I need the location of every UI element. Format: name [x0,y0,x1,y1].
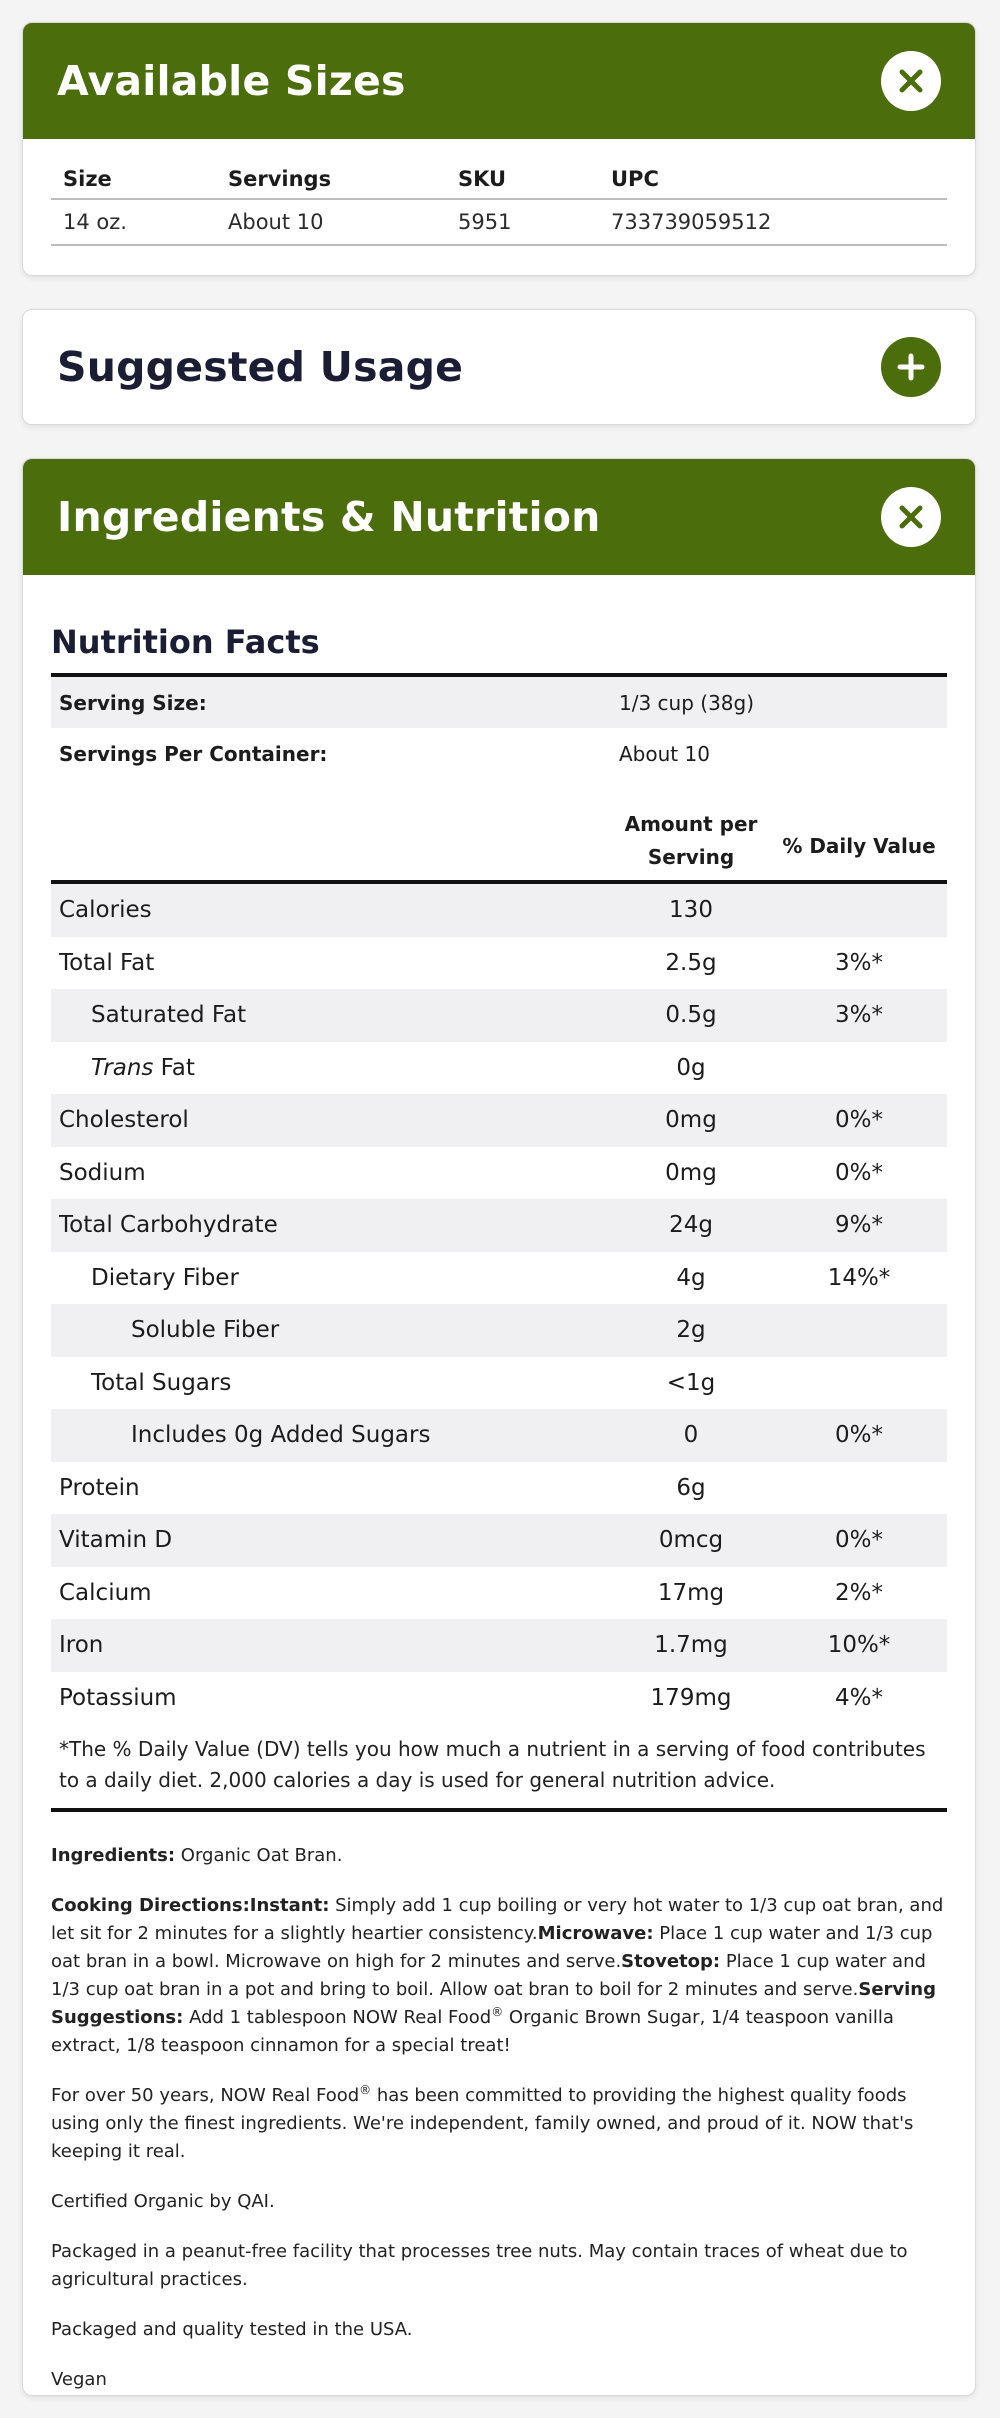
sizes-table [51,163,947,246]
nutrient-amount: 0g [676,1054,706,1081]
table-row [51,1304,947,1357]
nutrition-facts-panel [23,575,975,1812]
nutrient-amount: 0mcg [658,1527,724,1554]
nutrient-name: Dietary Fiber [91,1264,239,1291]
nutrient-amount: 24g [669,1212,713,1239]
brand-paragraph [51,2082,947,2166]
ingredients-nutrition-card [22,458,976,2396]
nutrient-name: Protein [59,1474,140,1501]
suggestions-text-2: Organic Brown Sugar, 1/4 teaspoon vanilla extract, 1/8 teaspoon cinnamon for a special treat! [51,2007,894,2056]
trans-italic: Trans [91,1054,154,1081]
servings-per-container-row [51,728,947,779]
table-row [51,1094,947,1147]
ingredients-label: Ingredients: [51,1845,176,1866]
nutrient-dv: 3%* [835,949,883,976]
nutrient-amount: 4g [676,1264,706,1291]
nutrient-amount: 1.7mg [654,1632,728,1659]
stovetop-label: Stovetop: [621,1951,721,1972]
serving-suggestions-label: Serving Suggestions: [51,1979,937,2028]
nutrient-amount: 0.5g [665,1002,717,1029]
daily-value-footnote: *The % Daily Value (DV) tells you how much a nutrient in a serving of food contributes to a daily diet. 2,000 calories a day is used for general nutrition advice. [51,1724,947,1812]
nutrient-amount: 130 [669,897,713,924]
packaged-paragraph: Packaged and quality tested in the USA. [51,2319,413,2340]
ingredients-text: Organic Oat Bran. [175,1845,343,1866]
nutrient-amount: 0 [683,1422,699,1449]
nutrient-dv: 4%* [835,1684,883,1711]
nutrient-name: Saturated Fat [91,1002,247,1029]
sizes-table-wrap [23,139,975,274]
nutrient-dv: 0%* [835,1422,883,1449]
available-sizes-card [22,22,976,276]
cell-sku: 5951 [446,199,599,245]
nutrition-facts-title: Nutrition Facts [51,623,947,677]
brand-text-2: has been committed to providing the highest quality foods using only the finest ingredients. We're independent, family owned, and proud of it. NOW that's keeping it real. [51,2085,914,2162]
product-info [23,1812,975,2396]
nutrient-name: Calcium [59,1579,152,1606]
col-servings: Servings [216,163,446,199]
table-row [51,1462,947,1515]
brand-text-1: For over 50 years, NOW Real Food [51,2085,360,2106]
table-row [51,937,947,990]
cooking-label: Cooking Directions: [51,1895,250,1916]
table-row [51,884,947,937]
nutrient-amount: 0mg [665,1159,717,1186]
stovetop-text: Place 1 cup water and 1/3 cup oat bran in a pot and bring to boil. Allow oat bran to boil for 2 minutes and serve. [51,1951,926,2000]
nutrient-name: Total Sugars [91,1369,232,1396]
nutrient-amount: 2g [676,1317,706,1344]
nutrient-name: Sodium [59,1159,146,1186]
table-row [51,1514,947,1567]
cell-size: 14 oz. [51,199,216,245]
serving-size-label: Serving Size: [51,677,611,728]
nutrient-amount: <1g [666,1369,716,1396]
table-row [51,1567,947,1620]
nutrient-amount: 179mg [650,1684,732,1711]
expand-usage-button[interactable] [881,337,941,397]
cooking-directions-paragraph [51,1892,947,2060]
nutrient-name [51,1055,611,1081]
servings-per-container-label: Servings Per Container: [59,741,328,766]
close-icon [896,502,926,532]
table-row [51,1357,947,1410]
registered-mark: ® [491,2005,504,2019]
suggestions-text-1: Add 1 tablespoon NOW Real Food [183,2007,492,2028]
registered-mark: ® [359,2083,372,2097]
collapse-ingredients-button[interactable] [881,487,941,547]
serving-size-value: 1/3 cup (38g) [611,677,947,728]
nutrient-amount: 0mg [665,1107,717,1134]
available-sizes-title: Available Sizes [57,57,406,105]
table-row [51,1147,947,1200]
trans-fat-label: Fat [153,1054,195,1081]
col-sku: SKU [446,163,599,199]
nutrient-rows [51,884,947,1724]
nutrient-amount: 2.5g [665,949,717,976]
instant-text: Simply add 1 cup boiling or very hot water to 1/3 cup oat bran, and let sit for 2 minutes for a slightly heartier consistency. [51,1895,944,1944]
table-row [51,1409,947,1462]
nutrient-name: Includes 0g Added Sugars [131,1422,431,1449]
ingredients-title: Ingredients & Nutrition [57,493,601,541]
nutrient-name: Calories [59,897,152,924]
table-row [51,1199,947,1252]
nutrient-dv: 0%* [835,1159,883,1186]
nutrient-dv: 3%* [835,1002,883,1029]
nutrient-name: Soluble Fiber [131,1317,280,1344]
vegan-paragraph: Vegan [51,2369,107,2390]
allergen-paragraph: Packaged in a peanut-free facility that processes tree nuts. May contain traces of wheat due to agricultural practices. [51,2241,908,2290]
col-size: Size [51,163,216,199]
servings-per-container-value: About 10 [619,741,710,766]
microwave-label: Microwave: [537,1923,654,1944]
table-row [51,1619,947,1672]
nutrient-amount: 17mg [657,1579,725,1606]
suggested-usage-card [22,309,976,425]
col-upc: UPC [599,163,947,199]
nutrient-dv: 9%* [835,1212,883,1239]
table-row [51,1672,947,1725]
nutrient-name: Cholesterol [59,1107,189,1134]
daily-value-header: % Daily Value [782,834,936,858]
nutrient-name: Iron [59,1632,104,1659]
ingredients-header[interactable] [23,459,975,575]
certified-paragraph: Certified Organic by QAI. [51,2191,275,2212]
plus-icon [896,352,926,382]
serving-size-row [51,677,947,728]
nutrient-amount: 6g [676,1474,706,1501]
nutrient-name: Total Carbohydrate [59,1212,278,1239]
suggested-usage-header[interactable] [23,310,975,424]
nutrient-dv: 10%* [827,1632,891,1659]
table-row [51,1252,947,1305]
serving-info-table [51,677,947,779]
suggested-usage-title: Suggested Usage [57,343,464,391]
table-row [51,989,947,1042]
nutrient-dv: 14%* [827,1264,891,1291]
nutrient-name: Total Fat [59,949,155,976]
ingredients-paragraph [51,1842,947,1870]
cell-upc: 733739059512 [599,199,947,245]
nutrient-dv: 0%* [835,1107,883,1134]
amount-per-serving-header: Amount per Serving [624,812,758,869]
table-row [51,199,947,245]
close-icon [896,66,926,96]
nutrient-name: Potassium [59,1684,177,1711]
nutrient-dv: 2%* [835,1579,883,1606]
cell-servings: About 10 [216,199,446,245]
available-sizes-header[interactable] [23,23,975,139]
collapse-sizes-button[interactable] [881,51,941,111]
nutrient-name: Vitamin D [59,1527,173,1554]
sizes-header-row [51,163,947,199]
table-row [51,1042,947,1095]
nutrient-column-headers [51,779,947,884]
microwave-text: Place 1 cup water and 1/3 cup oat bran in a bowl. Microwave on high for 2 minutes and serve. [51,1923,933,1972]
nutrient-dv: 0%* [835,1527,883,1554]
instant-label: Instant: [249,1895,330,1916]
